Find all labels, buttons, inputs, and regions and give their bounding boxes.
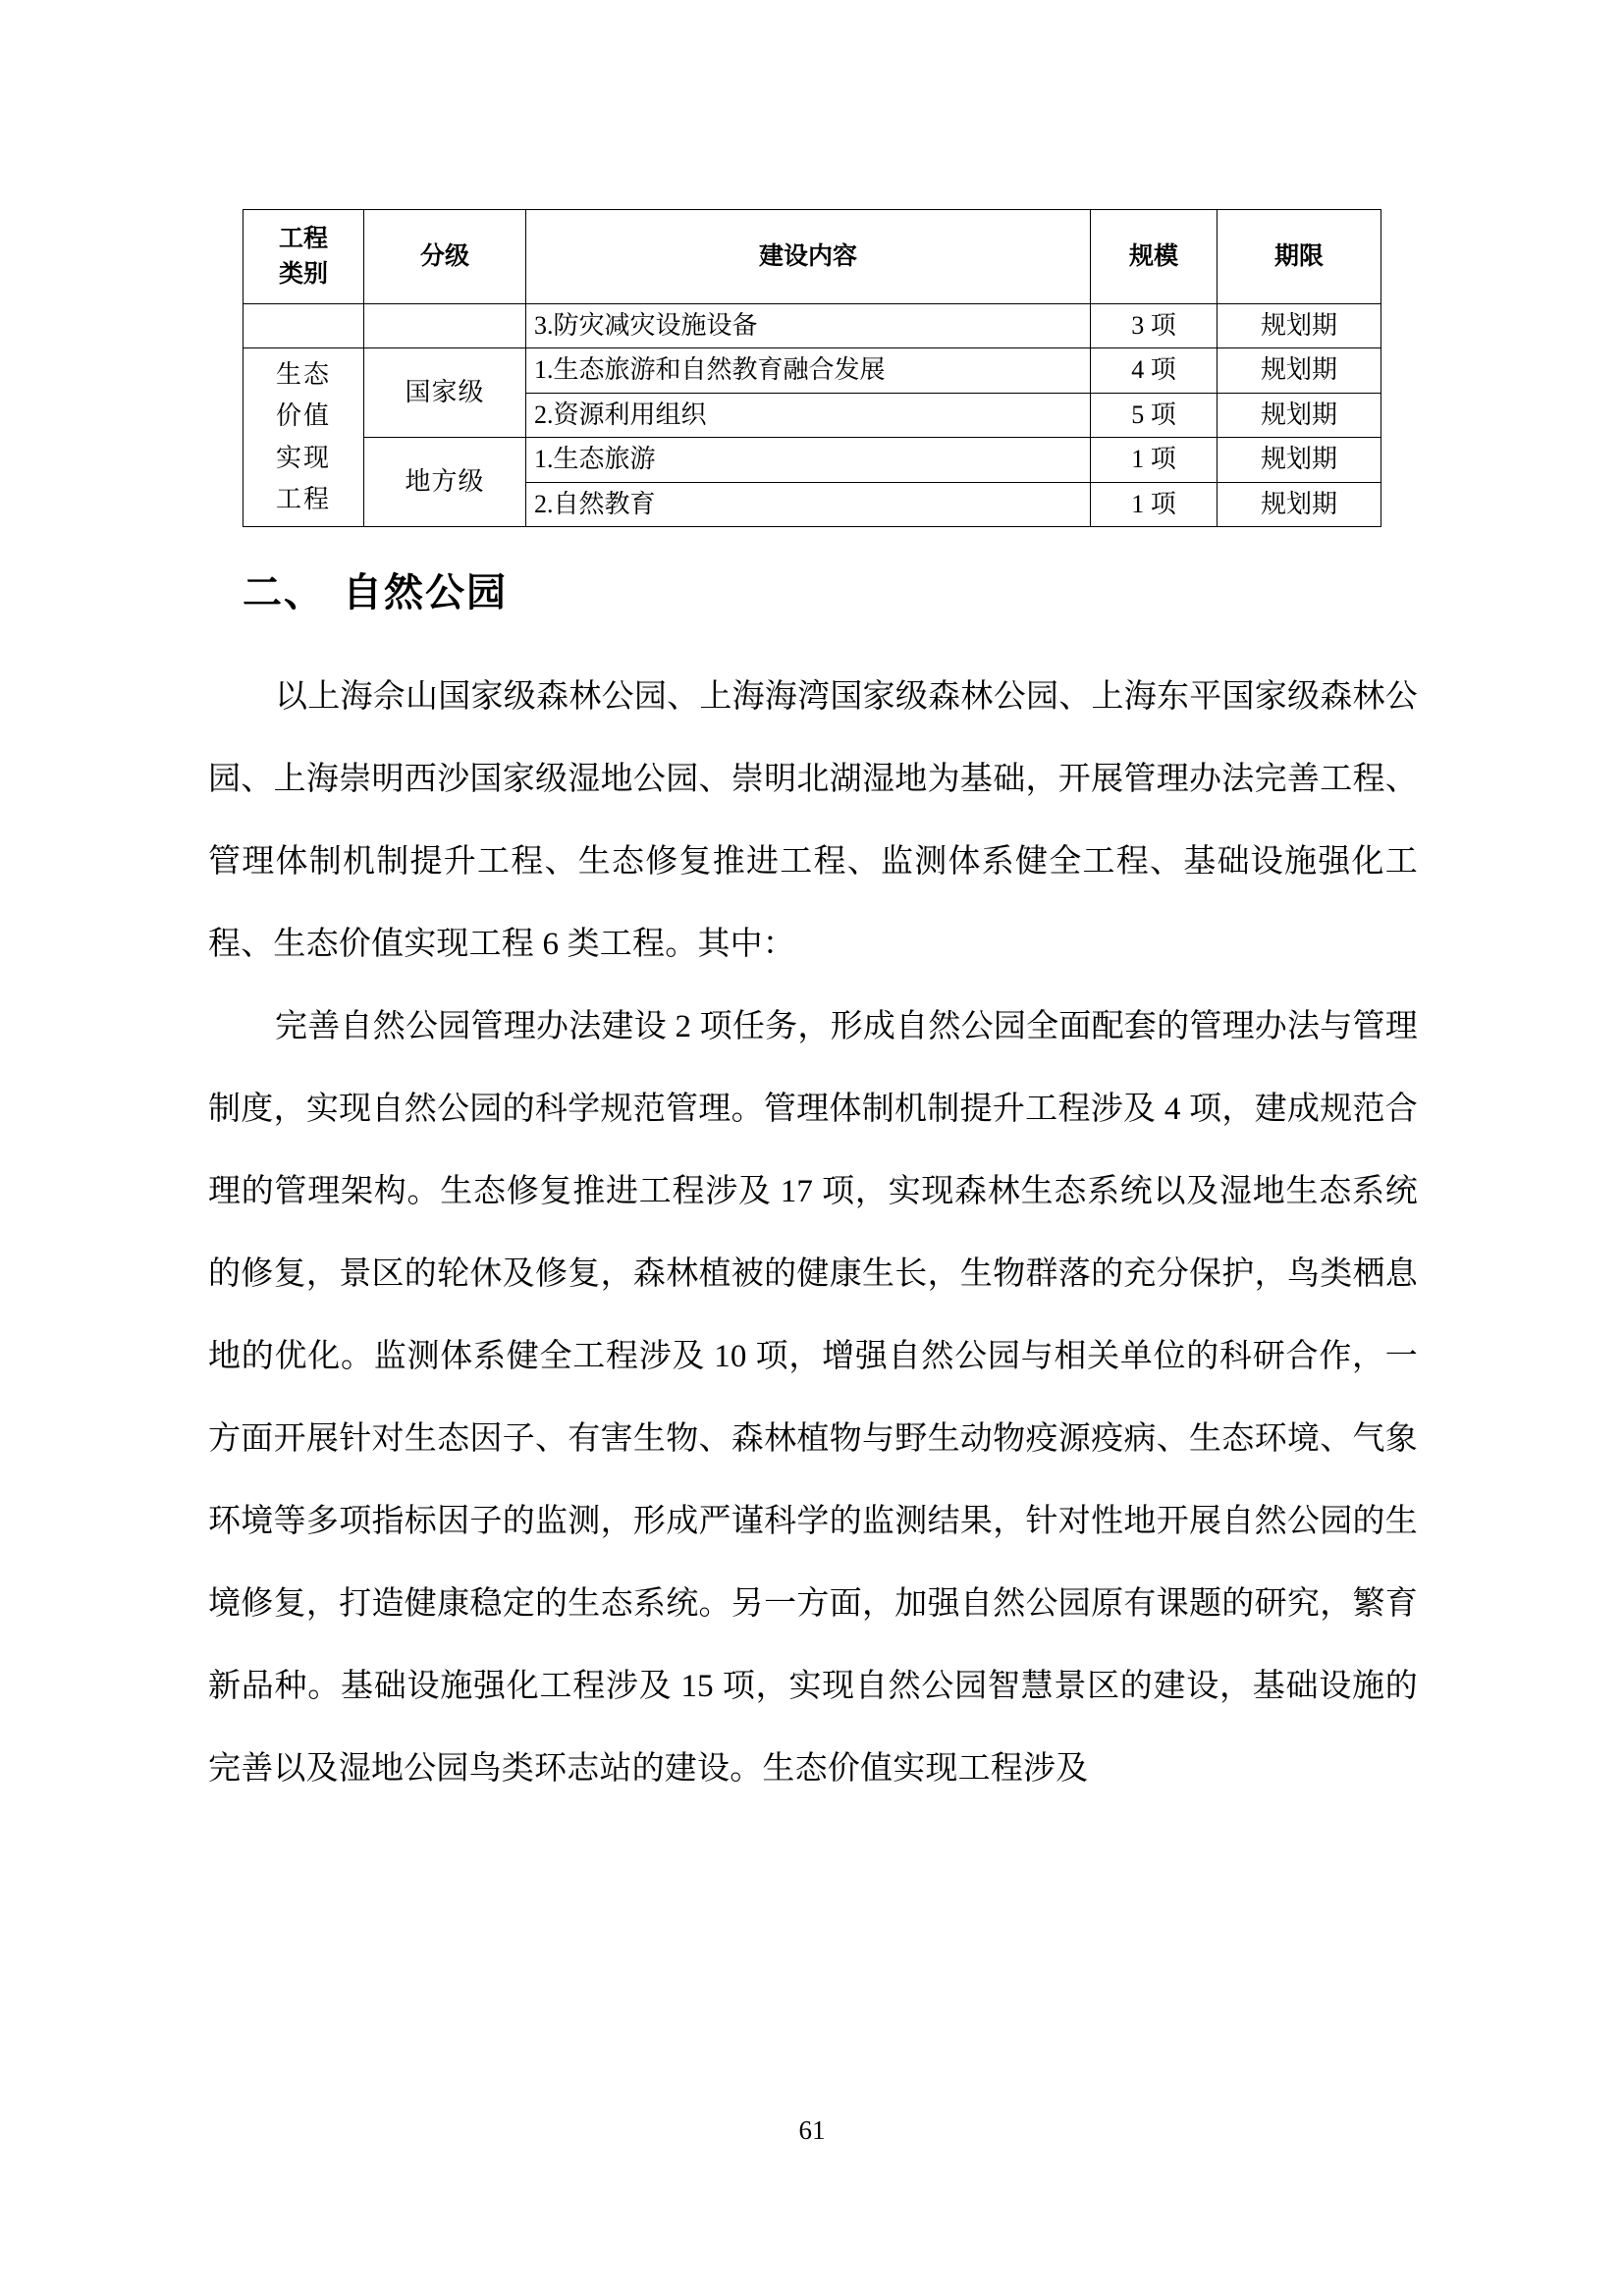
term-cell: 规划期: [1218, 482, 1381, 527]
category-line-2: 价值: [275, 401, 331, 431]
column-header-grade: 分级: [364, 210, 526, 304]
engineering-plan-table-wrapper: [243, 209, 1381, 527]
page-number: 61: [798, 2115, 826, 2145]
scale-cell: 3 项: [1091, 303, 1218, 348]
scale-cell: 1 项: [1091, 482, 1218, 527]
term-cell: 规划期: [1218, 348, 1381, 394]
grade-cell-national: 国家级: [364, 348, 526, 438]
paragraph-1: 以上海佘山国家级森林公园、上海海湾国家级森林公园、上海东平国家级森林公园、上海崇明西沙国家级湿地公园、崇明北湖湿地为基础，开展管理办法完善工程、管理体制机制提升工程、生态修复推进工程、监测体系健全工程、基础设施强化工程、生态价值实现工程 6 类工程。其中：: [208, 679, 1418, 962]
content-cell: 3.防灾减灾设施设备: [526, 303, 1091, 348]
category-line-3: 实现: [275, 443, 331, 472]
category-line-4: 工程: [275, 484, 331, 513]
content-cell: 2.自然教育: [526, 482, 1091, 527]
category-cell-empty: [244, 303, 364, 348]
column-header-scale: 规模: [1091, 210, 1218, 304]
content-cell: 1.生态旅游和自然教育融合发展: [526, 348, 1091, 394]
category-cell-ecological-value: [244, 348, 364, 527]
table-row: [244, 348, 1381, 394]
grade-cell-empty: [364, 303, 526, 348]
table-header: [244, 210, 1381, 304]
category-header-line-2: 类别: [278, 260, 328, 289]
column-header-term: 期限: [1218, 210, 1381, 304]
content-cell: 2.资源利用组织: [526, 393, 1091, 438]
section-heading: [243, 561, 508, 617]
section-title: 自然公园: [343, 571, 508, 614]
paragraph-2: 完善自然公园管理办法建设 2 项任务，形成自然公园全面配套的管理办法与管理制度，实现自然公园的科学规范管理。管理体制机制提升工程涉及 4 项，建成规范合理的管理架构。生态修复推进工程涉及 17 项，实现森林生态系统以及湿地生态系统的修复，景区的轮休及修复，森林植被的健康生长，生物群落的充分保护，鸟类栖息地的优化。监测体系健全工程涉及 10 项，增强自然公园与相关单位的科研合作，一方面开展针对生态因子、有害生物、森林植物与野生动物疫源疫病、生态环境、气象环境等多项指标因子的监测，形成严谨科学的监测结果，针对性地开展自然公园的生境修复，打造健康稳定的生态系统。另一方面，加强自然公园原有课题的研究，繁育新品种。基础设施强化工程涉及 15 项，实现自然公园智慧景区的建设，基础设施的完善以及湿地公园鸟类环志站的建设。生态价值实现工程涉及: [208, 1009, 1418, 1787]
table-row: [244, 438, 1381, 483]
scale-cell: 4 项: [1091, 348, 1218, 394]
column-header-content: 建设内容: [526, 210, 1091, 304]
section-number: 二、: [243, 571, 325, 614]
term-cell: 规划期: [1218, 438, 1381, 483]
category-line-1: 生态: [275, 360, 331, 390]
term-cell: 规划期: [1218, 303, 1381, 348]
column-header-category: [244, 210, 364, 304]
table-header-row: [244, 210, 1381, 304]
content-cell: 1.生态旅游: [526, 438, 1091, 483]
scale-cell: 1 项: [1091, 438, 1218, 483]
scale-cell: 5 项: [1091, 393, 1218, 438]
table-body: [244, 303, 1381, 527]
category-header-line-1: 工程: [278, 225, 328, 252]
engineering-plan-table: [243, 209, 1381, 527]
table-row: [244, 303, 1381, 348]
grade-cell-local: 地方级: [364, 438, 526, 527]
term-cell: 规划期: [1218, 393, 1381, 438]
body-content: [208, 656, 1418, 1810]
